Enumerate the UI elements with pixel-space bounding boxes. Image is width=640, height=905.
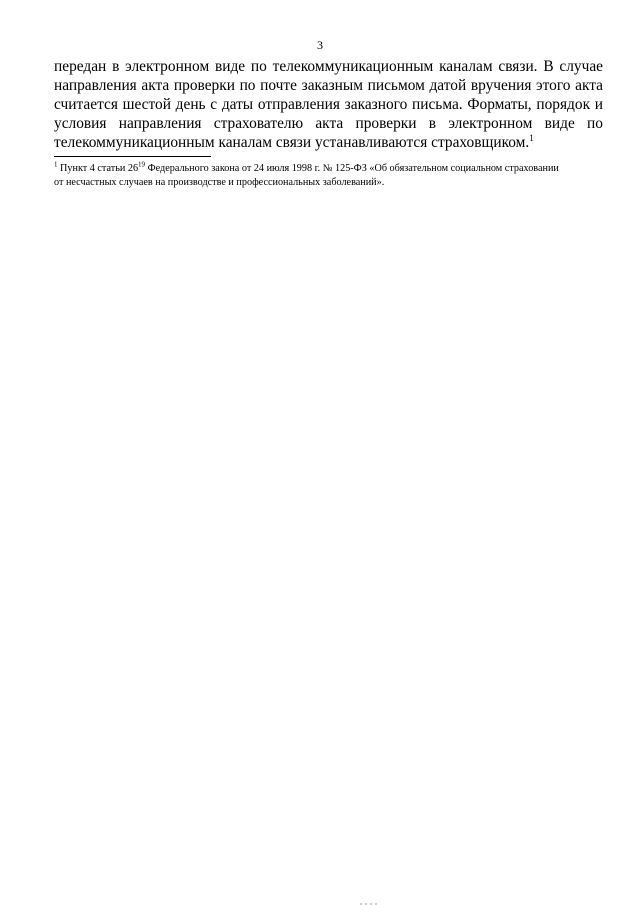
footnote-text-start: Пункт 4 статьи 26 (60, 163, 139, 174)
body-line-last (54, 133, 603, 152)
footnote-text-end: Федерального закона от 24 июля 1998 г. № 125-ФЗ «Об обязательном социальном страховании (145, 163, 559, 174)
body-line-text: телекоммуникационным каналам связи устанавливаются страховщиком. (54, 134, 530, 151)
footnote-line-2: от несчастных случаев на производстве и профессиональных заболеваний». (54, 177, 385, 188)
footnote-mark: 1 (54, 160, 58, 169)
footnote (54, 162, 614, 190)
body-line: передан в электронном виде по телекоммуникационным каналам связи. В случае (54, 58, 603, 75)
body-paragraph (54, 57, 603, 152)
footnote-reference[interactable]: 1 (529, 132, 534, 143)
footnote-line (54, 162, 614, 176)
body-line: направления акта проверки по почте заказным письмом датой вручения этого акта (54, 77, 603, 94)
article-superscript: 19 (138, 160, 146, 169)
page-number: 3 (317, 38, 323, 52)
body-line: условия направления страхователю акта проверки в электронном виде по (54, 115, 603, 132)
footnote-separator (54, 156, 211, 157)
body-line: считается шестой день с даты отправления заказного письма. Форматы, порядок и (54, 96, 603, 113)
